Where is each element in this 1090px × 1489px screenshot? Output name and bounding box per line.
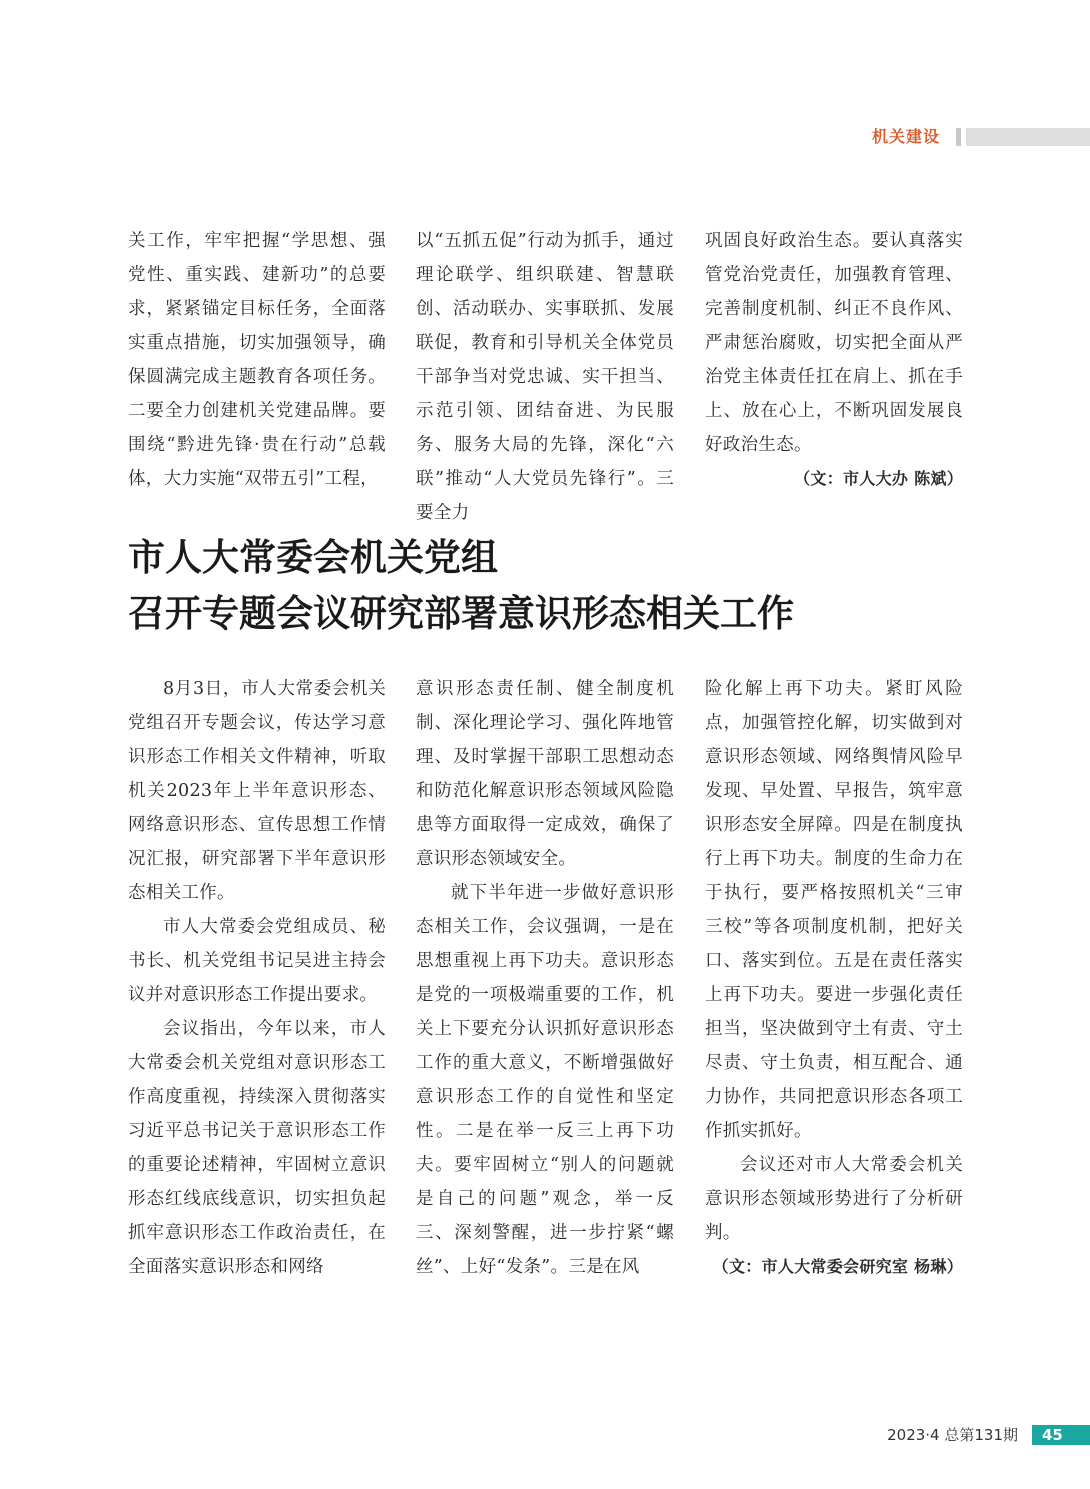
paragraph: 就下半年进一步做好意识形态相关工作，会议强调，一是在思想重视上再下功夫。意识形态是党的一项极端重要的工作，机关上下要充分认识抓好意识形态工作的重大意义，不断增强做好意识形态工作的自觉性和坚定性。二是在举一反三上再下功夫。要牢固树立“别人的问题就是自己的问题”观念，举一反三、深刻警醒，进一步拧紧“螺丝”、上好“发条”。三是在风 bbox=[416, 883, 674, 1277]
page-number: 45 bbox=[1032, 1425, 1090, 1445]
article2-column-1 bbox=[128, 672, 386, 1284]
section-header bbox=[860, 126, 1090, 148]
page-footer bbox=[830, 1425, 1090, 1445]
article-title-line2: 召开专题会议研究部署意识形态相关工作 bbox=[128, 592, 794, 635]
paragraph: 会议还对市人大常委会机关意识形态领域形势进行了分析研判。 bbox=[705, 1155, 963, 1243]
paragraph: 会议指出，今年以来，市人大常委会机关党组对意识形态工作高度重视，持续深入贯彻落实习近平总书记关于意识形态工作的重要论述精神，牢固树立意识形态红线底线意识，切实担负起抓牢意识形态工作政治责任，在全面落实意识形态和网络 bbox=[128, 1019, 386, 1277]
section-label: 机关建设 bbox=[872, 127, 941, 146]
article-title bbox=[128, 530, 988, 642]
paragraph: 8月3日，市人大常委会机关党组召开专题会议，传达学习意识形态工作相关文件精神，听取机关2023年上半年意识形态、网络意识形态、宣传思想工作情况汇报，研究部署下半年意识形态相关工作。 bbox=[128, 679, 386, 903]
section-divider bbox=[956, 128, 961, 146]
article2-byline: （文：市人大常委会研究室 杨琳） bbox=[712, 1257, 963, 1276]
article1-byline: （文：市人大办 陈斌） bbox=[794, 469, 963, 488]
issue-info: 2023·4 总第131期 bbox=[887, 1426, 1018, 1444]
article2-column-3 bbox=[705, 672, 963, 1284]
paragraph: 市人大常委会党组成员、秘书长、机关党组书记吴进主持会议并对意识形态工作提出要求。 bbox=[128, 917, 386, 1005]
article2-column-2 bbox=[416, 672, 674, 1284]
article1-column-1 bbox=[128, 224, 386, 496]
paragraph: 险化解上再下功夫。紧盯风险点，加强管控化解，切实做到对意识形态领域、网络舆情风险早发现、早处置、早报告，筑牢意识形态安全屏障。四是在制度执行上再下功夫。制度的生命力在于执行，要严格按照机关“三审三校”等各项制度机制，把好关口、落实到位。五是在责任落实上再下功夫。要进一步强化责任担当，坚决做到守土有责、守土尽责、守土负责，相互配合、通力协作，共同把意识形态各项工作抓实抓好。 bbox=[705, 679, 963, 1141]
article1-column-2 bbox=[416, 224, 674, 530]
article-title-line1: 市人大常委会机关党组 bbox=[128, 536, 498, 579]
article1-col1-text: 关工作，牢牢把握“学思想、强党性、重实践、建新功”的总要求，紧紧锚定目标任务，全面落实重点措施，切实加强领导，确保圆满完成主题教育各项任务。二要全力创建机关党建品牌。要围绕“黔进先锋·贵在行动”总载体，大力实施“双带五引”工程， bbox=[128, 231, 386, 489]
article1-col3-text: 巩固良好政治生态。要认真落实管党治党责任，加强教育管理、完善制度机制、纠正不良作风、严肃惩治腐败，切实把全面从严治党主体责任扛在肩上、抓在手上、放在心上，不断巩固发展良好政治生态。 bbox=[705, 231, 963, 455]
article1-col2-text: 以“五抓五促”行动为抓手，通过理论联学、组织联建、智慧联创、活动联办、实事联抓、发展联促，教育和引导机关全体党员干部争当对党忠诚、实干担当、示范引领、团结奋进、为民服务、服务大局的先锋，深化“六联”推动“人大党员先锋行”。三要全力 bbox=[416, 231, 674, 523]
paragraph: 意识形态责任制、健全制度机制、深化理论学习、强化阵地管理、及时掌握干部职工思想动态和防范化解意识形态领域风险隐患等方面取得一定成效，确保了意识形态领域安全。 bbox=[416, 679, 674, 869]
section-bar bbox=[966, 128, 1090, 146]
article1-column-3 bbox=[705, 224, 963, 496]
